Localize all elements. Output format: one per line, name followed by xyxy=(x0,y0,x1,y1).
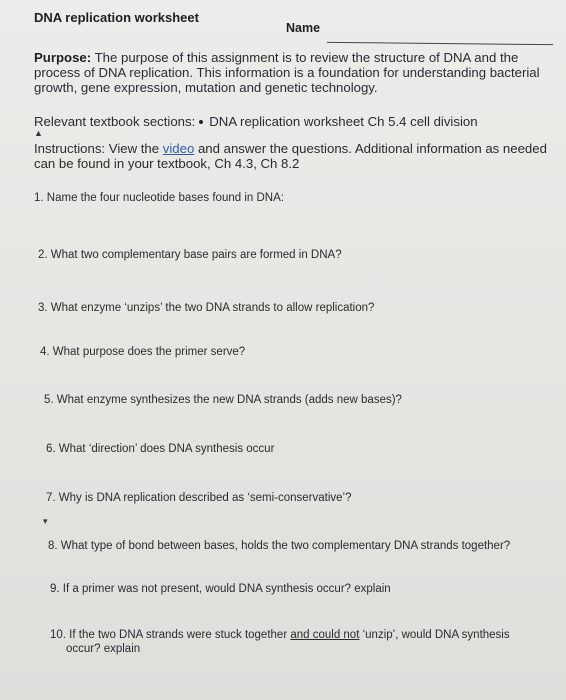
question-1: 1. Name the four nucleotide bases found in DNA: xyxy=(34,192,284,204)
question-2: 2. What two complementary base pairs are formed in DNA? xyxy=(38,249,342,261)
name-blank-line xyxy=(327,42,553,45)
purpose-paragraph xyxy=(34,50,564,95)
worksheet-title: DNA replication worksheet xyxy=(34,10,199,25)
relevant-label: Relevant textbook sections: xyxy=(34,114,196,129)
pen-mark-icon: ▾ xyxy=(43,516,48,526)
instructions-suffix: and answer the questions. Additional information as needed can be found in your textbook, Ch 4.3, Ch 8.2 xyxy=(34,141,547,171)
question-10-second-line: occur? explain xyxy=(66,643,141,655)
question-5: 5. What enzyme synthesizes the new DNA strands (adds new bases)? xyxy=(44,394,402,406)
question-4: 4. What purpose does the primer serve? xyxy=(40,346,246,358)
question-9: 9. If a primer was not present, would DNA synthesis occur? explain xyxy=(50,583,391,595)
question-6: 6. What ‘direction’ does DNA synthesis occur xyxy=(46,443,275,455)
question-10 xyxy=(50,628,520,656)
instructions-prefix: Instructions: View the xyxy=(34,141,163,156)
purpose-text: The purpose of this assignment is to review the structure of DNA and the process of DNA replication. This information is a foundation for understanding bacterial growth, gene expression, mutation and genetic technology. xyxy=(34,50,540,95)
question-3: 3. What enzyme ‘unzips’ the two DNA strands to allow replication? xyxy=(38,302,375,314)
question-7: 7. Why is DNA replication described as ‘semi-conservative’? xyxy=(46,492,352,504)
question-10-underlined: and could not xyxy=(290,629,360,641)
purpose-label: Purpose: xyxy=(34,50,92,65)
name-label: Name xyxy=(286,21,321,35)
question-10-end: ‘unzip’, would DNA synthesis xyxy=(359,629,510,641)
question-10-start: 10. If the two DNA strands were stuck together xyxy=(50,629,291,641)
relevant-sections xyxy=(34,114,534,129)
pen-mark-icon: ▲ xyxy=(34,128,43,138)
bullet-icon xyxy=(199,120,203,124)
instructions-paragraph xyxy=(34,141,554,171)
video-link[interactable]: video xyxy=(162,141,195,156)
question-8: 8. What type of bond between bases, holds the two complementary DNA strands together? xyxy=(48,540,511,552)
relevant-item: DNA replication worksheet Ch 5.4 cell division xyxy=(209,114,478,129)
